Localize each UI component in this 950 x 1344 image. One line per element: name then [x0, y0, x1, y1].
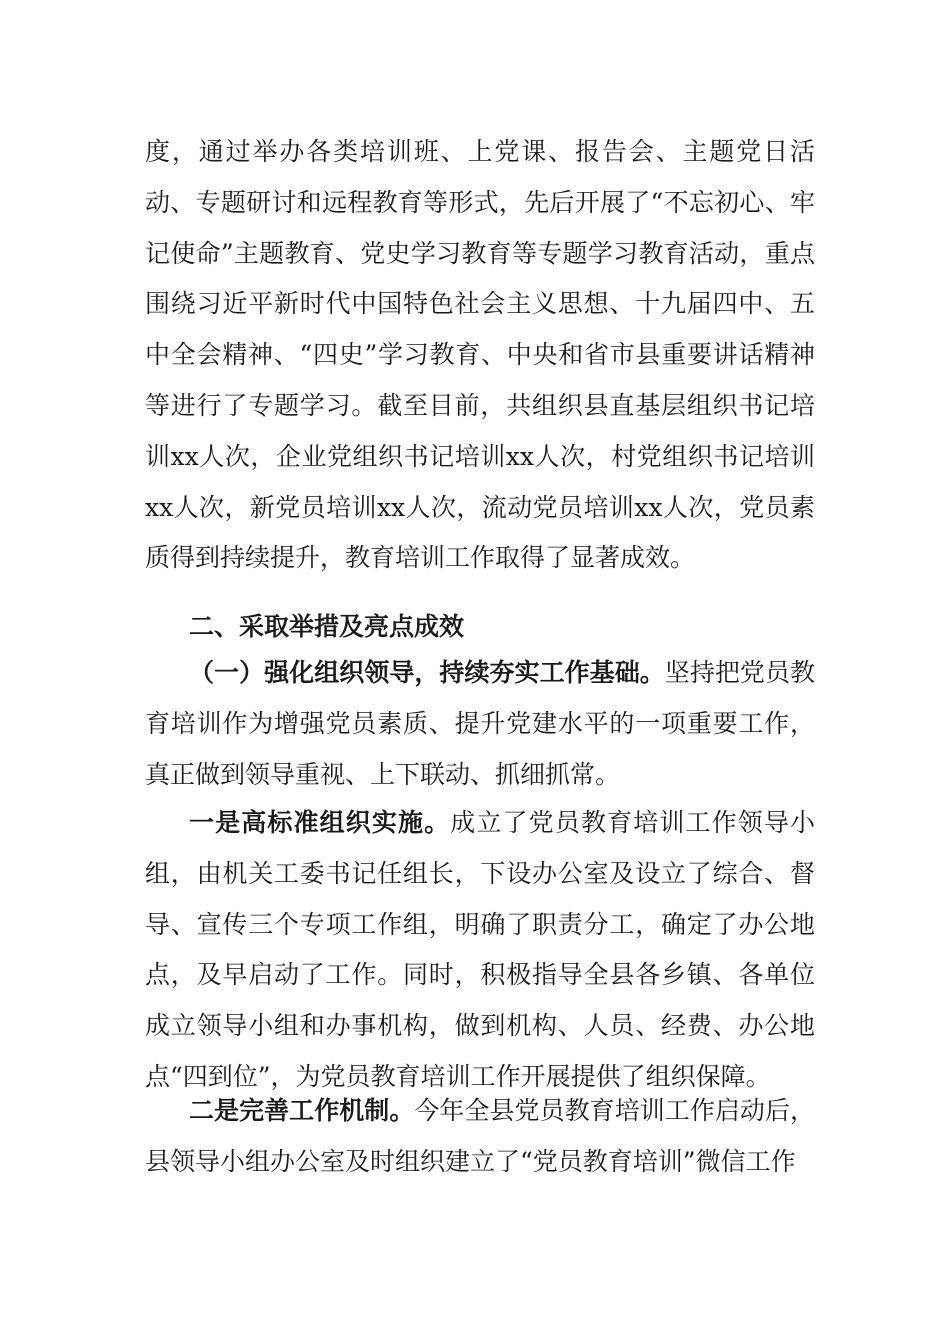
point-two-lead: 二是完善工作机制。	[189, 1096, 415, 1125]
point-one-lead: 一是高标准组织实施。	[189, 808, 451, 837]
point-two-paragraph	[145, 1086, 815, 1188]
subsection-one-text: 坚持把党员教育培训作为增强党员素质、提升党建水平的一项重要工作，真正做到领导重视、上下联动、抓细抓常。	[145, 658, 815, 789]
subsection-one-paragraph	[145, 648, 815, 800]
paragraph-body: 度，通过举办各类培训班、上党课、报告会、主题党日活动、专题研讨和远程教育等形式，先后开展了“不忘初心、牢记使命”主题教育、党史学习教育等专题学习教育活动，重点围绕习近平新时代中国特色社会主义思想、十九届四中、五中全会精神、“四史”学习教育、中央和省市县重要讲话精神等进行了专题学习。截至目前，共组织县直基层组织书记培训xx人次，企业党组织书记培训xx人次，村党组织书记培训xx人次，新党员培训xx人次，流动党员培训xx人次，党员素质得到持续提升，教育培训工作取得了显著成效。	[145, 137, 815, 573]
subsection-one-block	[145, 648, 815, 800]
section-heading: 二、采取举措及亮点成效	[189, 612, 465, 641]
point-one-text: 成立了党员教育培训工作领导小组，由机关工委书记任组长，下设办公室及设立了综合、督导、宣传三个专项工作组，明确了职责分工，确定了办公地点，及早启动了工作。同时，积极指导全县各乡镇、各单位成立领导小组和办事机构，做到机构、人员、经费、办公地点“四到位”，为党员教育培训工作开展提供了组织保障。	[145, 808, 815, 1091]
point-one-paragraph	[145, 798, 815, 1103]
point-two-block	[145, 1086, 815, 1188]
subsection-one-lead: （一）强化组织领导，持续夯实工作基础。	[189, 658, 665, 687]
section-heading-block	[145, 592, 815, 653]
point-two-text: 今年全县党员教育培训工作启动后，县领导小组办公室及时组织建立了“党员教育培训”微信工作	[145, 1096, 815, 1176]
point-one-block	[145, 798, 815, 1103]
paragraph-continuation	[145, 127, 815, 584]
